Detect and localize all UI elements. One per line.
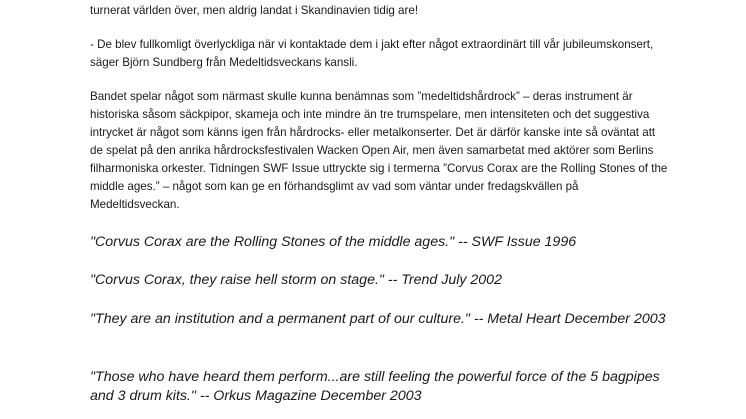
press-quote-trend: "Corvus Corax, they raise hell storm on stage." -- Trend July 2002 [90,272,502,288]
paragraph-quote-sundberg: - De blev fullkomligt överlyckliga när vi kontaktade dem i jakt efter något extraordinärt till vår jubileumskonsert, säger Björn Sundberg från Medeltidsveckans kansli. [90,38,654,69]
press-quote-metal-heart: "They are an institution and a permanent part of our culture." -- Metal Heart December 2003 [90,311,666,327]
paragraph-band-description: Bandet spelar något som närmast skulle kunna benämnas som ”medeltidshårdrock” – deras instrument är historiska såsom säckpipor, skameja och inte mindre än tre trumspelare, men intensiteten och det suggestiva intrycket är något som känns igen från hårdrocks- eller metalkonserter. Det är därför kanske inte så oväntat att de spelat på den anrika hårdrocksfestivalen Wacken Open Air, men även samarbetat med aktörer som Berlins filharmoniska orkester. Tidningen SWF Issue uttryckte sig i termerna ”Corvus Corax are the Rolling Stones of the middle ages.” – något som kan ge en förhandsglimt av vad som väntar under fredagskvällen på Medeltidsveckan. [90,90,668,211]
press-quote-swf-issue: "Corvus Corax are the Rolling Stones of the middle ages." -- SWF Issue 1996 [90,234,577,250]
paragraph-intro-continuation: turnerat världen över, men aldrig landat i Skandinavien tidig are! [90,4,419,17]
press-quote-orkus-magazine: "Those who have heard them perform...are still feeling the powerful force of the 5 bagpipes and 3 drum kits." -- Orkus Magazine December 2003 [90,369,660,404]
